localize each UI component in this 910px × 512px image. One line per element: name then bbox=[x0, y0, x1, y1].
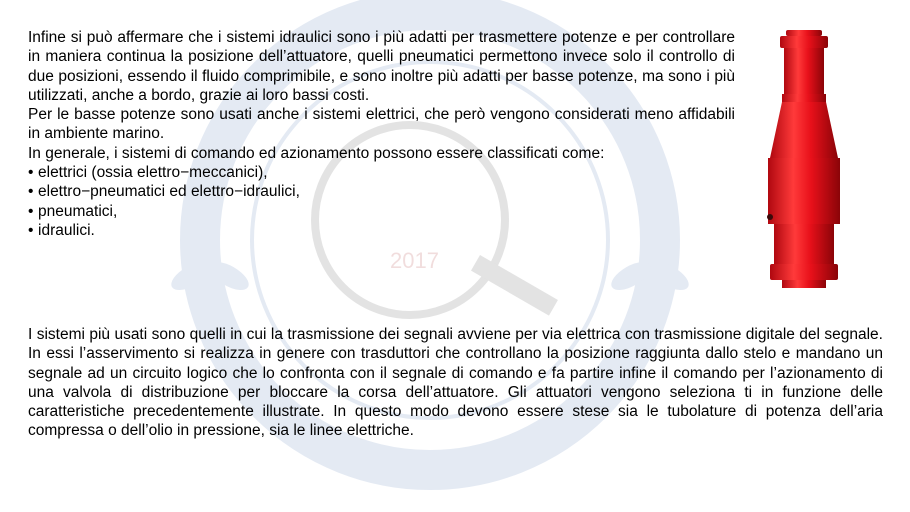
lower-text-block bbox=[28, 325, 883, 441]
list-item: • elettro−pneumatici ed elettro−idraulici, bbox=[28, 183, 300, 201]
svg-text:2017: 2017 bbox=[390, 248, 439, 273]
closing-paragraph: I sistemi più usati sono quelli in cui la trasmissione dei segnali avviene per via elettrica con trasmissione digitale del segnale. In essi l’asservimento si realizza in genere con trasduttori che controllano la posizione raggiunta dallo stelo e mandano un segnale ad un circuito logico che lo confronta con il segnale di comando e fa partire infine il comando per l’azionamento di una valvola di distribuzione per bloccare la corsa dell’attuatore. Gli attuatori vengono seleziona ti in funzione delle caratteristiche precedentemente illustrate. In questo modo devono essere stese sia le tubolature di potenza dell’aria compressa o dell’olio in pressione, sia le linee elettriche. bbox=[28, 326, 883, 440]
intro-paragraph: Infine si può affermare che i sistemi idraulici sono i più adatti per trasmettere potenze e per controllare in maniera continua la posizione dell’attuatore, quelli pneumatici permettono invece solo il controllo di due posizioni, essendo il fluido comprimibile, e sono inoltre più adatti per basse potenze, ma sono i più utilizzati, anche a bordo, grazie ai loro bassi costi. bbox=[28, 29, 735, 104]
red-actuator-image bbox=[758, 28, 850, 290]
electric-systems-paragraph: Per le basse potenze sono usati anche i sistemi elettrici, che però vengono considerati meno affidabili in ambiente marino. bbox=[28, 106, 735, 143]
upper-text-block bbox=[28, 28, 735, 240]
classification-list bbox=[28, 163, 735, 240]
list-item: • idraulici. bbox=[28, 221, 95, 239]
list-item: • elettrici (ossia elettro−meccanici), bbox=[28, 164, 268, 182]
list-item: • pneumatici, bbox=[28, 202, 118, 220]
classification-intro: In generale, i sistemi di comando ed azionamento possono essere classificati come: bbox=[28, 144, 605, 162]
